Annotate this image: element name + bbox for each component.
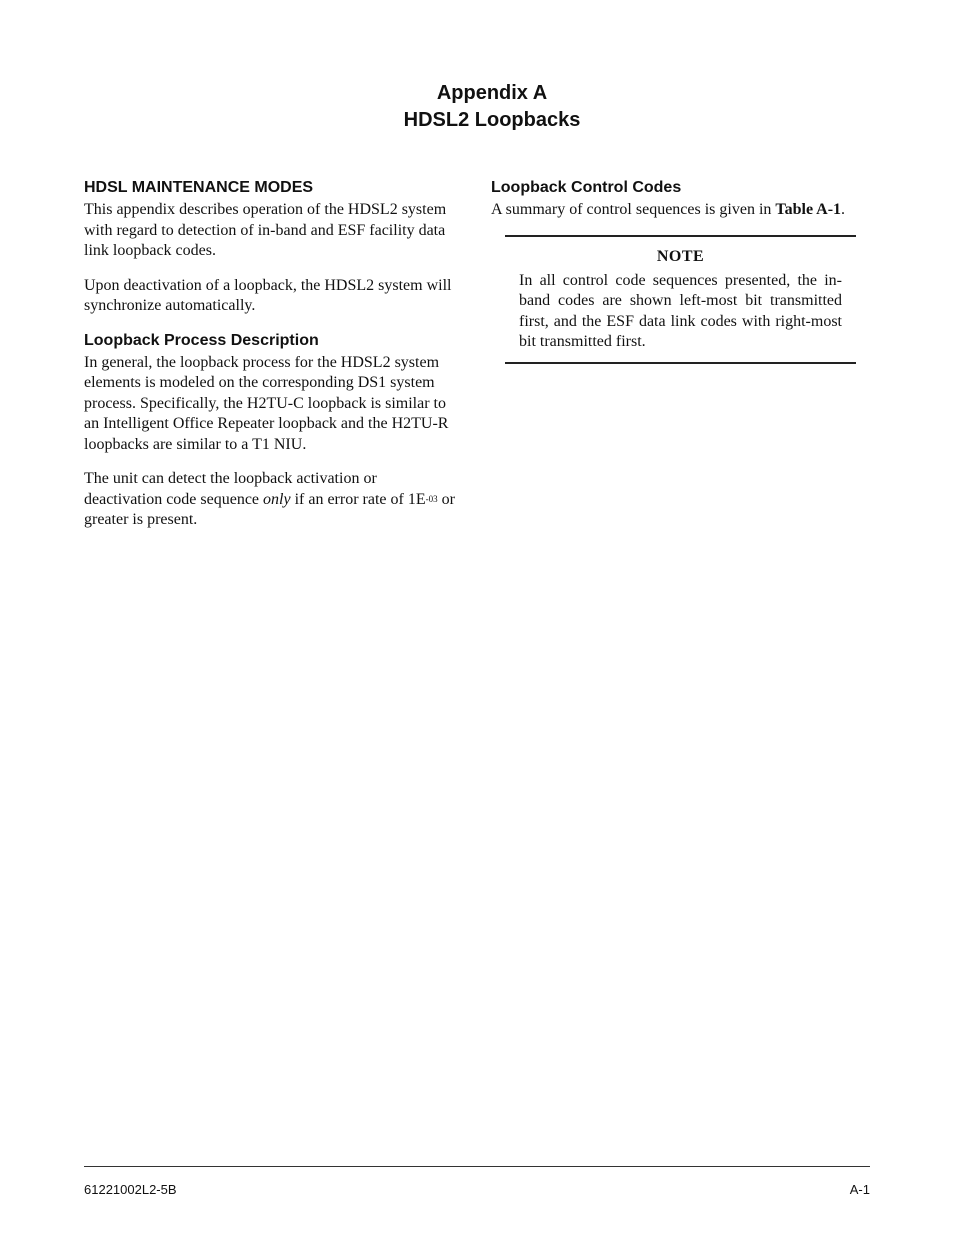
paragraph-summary [491,200,856,221]
heading-maintenance-modes: HDSL MAINTENANCE MODES [84,179,314,196]
footer-doc-number: 61221002L2-5B [84,1182,177,1197]
error-rate-text-1: The unit can detect the loopback activation or deactivation code sequence [84,470,377,508]
paragraph-intro: This appendix describes operation of the HDSL2 system with regard to detection of in-band and ESF facility data link loopback codes. [84,201,447,259]
summary-end: . [841,201,846,218]
title-line-2: HDSL2 Loopbacks [403,109,581,131]
note-body: In all control code sequences presented, the in-band codes are shown left-most bit transmitted first, and the ESF data link codes with right-most bit transmitted first. [519,271,842,350]
heading-process-description: Loopback Process Description [84,331,319,349]
error-rate-text-3: or greater is present. [84,490,455,528]
right-column [491,178,856,364]
error-rate-emphasis: only [263,490,291,508]
title-line-1: Appendix A [436,82,548,104]
page-title [0,80,954,134]
footer-divider [84,1166,870,1167]
summary-text: A summary of control sequences is given in [491,201,776,218]
heading-control-codes: Loopback Control Codes [491,179,682,196]
error-rate-text-2: if an error rate of 1E [290,490,426,508]
footer-page-number: A-1 [849,1182,870,1197]
paragraph-process: In general, the loopback process for the HDSL2 system elements is modeled on the corresponding DS1 system process. Specifically, the H2TU-C loopback is similar to an Intelligent Office Repeater loopback and the H2TU-R loopbacks are similar to a T1 NIU. [84,353,449,453]
error-rate-exponent: -03 [425,493,438,504]
note-title: NOTE [656,247,705,265]
paragraph-error-rate [84,469,456,531]
table-reference: Table A-1 [775,201,842,218]
paragraph-deactivation: Upon deactivation of a loopback, the HDSL2 system will synchronize automatically. [84,276,452,314]
note-box [505,235,856,364]
left-column [84,178,456,545]
